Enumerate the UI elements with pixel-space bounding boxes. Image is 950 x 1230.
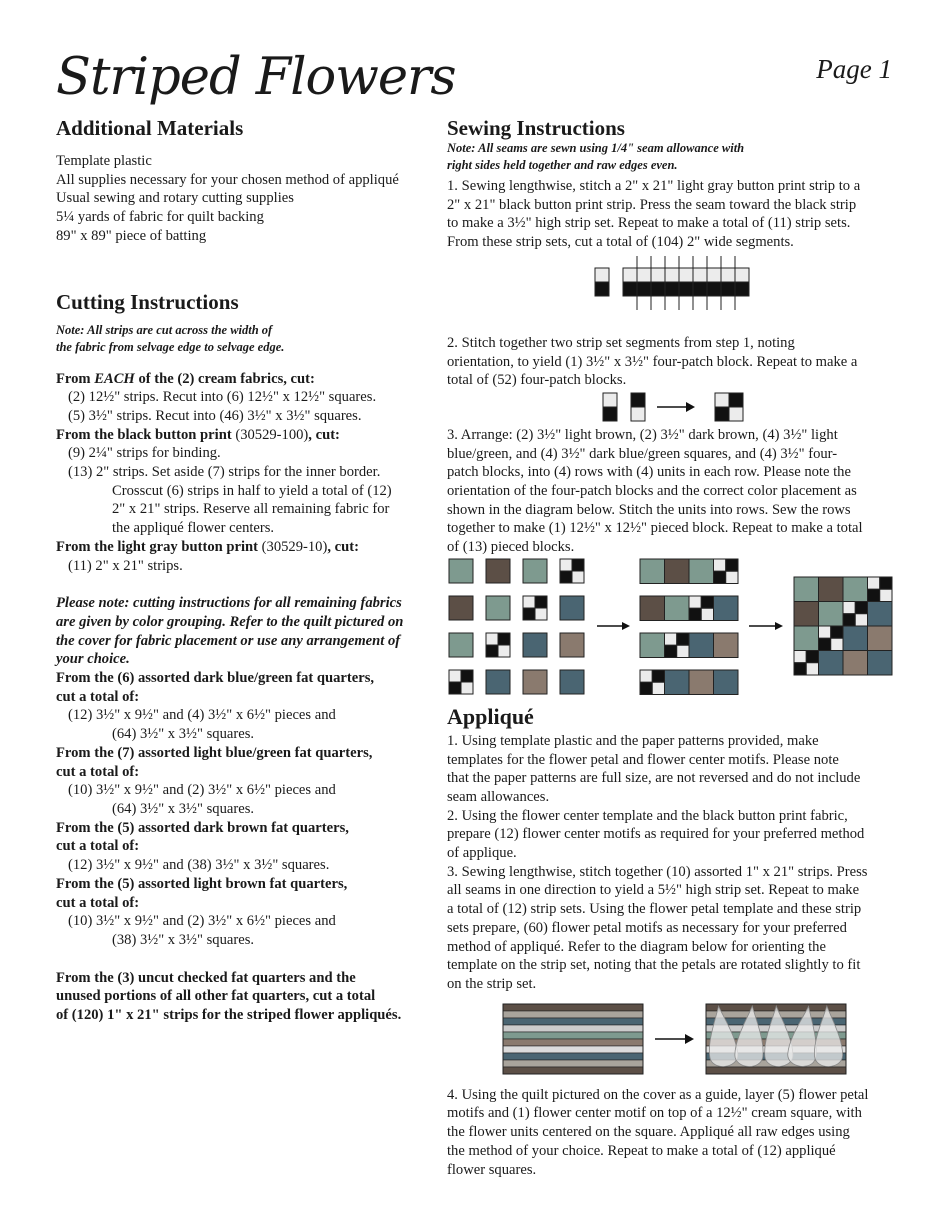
four-patch-block [843,614,855,626]
applique-step-3: 3. Sewing lengthwise, stitch together (10) assorted 1" x 21" strips. Press all seams in one direction to yield a 5½" high strip set. Repeat to make a total of (12) strip sets. Using the flower petal template and these strip sets prepare, (60) flower petal motifs as necessary for your preferred method of appliqué. Refer to the diagram below for orienting the template on the strip set, noting that the petals are rotated slightly to fit on the strip set. [447,863,868,992]
block-assembly-diagram [447,557,897,702]
cutting-line: (10) 3½" x 9½" and (2) 3½" x 6½" pieces and [68,913,336,930]
fabric-square [714,596,739,621]
fabric-strip [503,1067,643,1074]
group-heading: cut a total of: [56,894,140,911]
four-patch-block [689,608,701,620]
fabric-square [714,633,739,658]
please-note: are given by color grouping. Refer to the quilt pictured on [56,613,404,630]
four-patch-block [652,670,664,682]
cutting-line: (11) 2" x 21" strips. [68,557,183,574]
four-patch-block [701,608,713,620]
fabric-strip [503,1011,643,1018]
materials-item: All supplies necessary for your chosen method of appliqué [56,171,399,188]
gray-heading: From the light gray button print (30529-10), cut: [56,538,359,555]
four-patch-diagram [447,390,897,426]
fabric-strip [503,1025,643,1032]
applique-step-1: 1. Using template plastic and the paper patterns provided, make templates for the flower petal and flower center motifs. Please note that the paper patterns are full size, are not reversed and do not include seam allowances. [447,732,861,805]
four-patch-block [572,571,584,583]
fabric-strip [503,1039,643,1046]
fabric-square [449,633,473,657]
page-number: Page 1 [816,54,892,84]
four-patch-block [855,614,867,626]
fabric-square [486,559,510,583]
fabric-square [843,626,868,651]
final-cut: From the (3) uncut checked fat quarters and the [56,969,356,986]
fabric-strip [503,1018,643,1025]
applique-step-4: 4. Using the quilt pictured on the cover as a guide, layer (5) flower petal motifs and (1) flower center motif on top of a 12½" cream square, with the flower units centered on the square. Appliqué all raw edges using the method of your choice. Repeat to make a total of (12) appliqué flower squares. [447,1086,869,1178]
group-heading: From the (5) assorted dark brown fat quarters, [56,819,349,836]
cutting-line: (64) 3½" x 3½" squares. [112,726,255,743]
four-patch-block [868,577,880,589]
four-patch-block [523,596,535,608]
group-heading: cut a total of: [56,763,140,780]
four-patch-block [535,596,547,608]
fabric-square [689,670,714,695]
materials-item: Usual sewing and rotary cutting supplies [56,190,294,207]
cutting-line: the appliqué flower centers. [112,520,275,537]
cream-heading: From EACH of the (2) cream fabrics, cut: [56,370,315,387]
fabric-square [819,577,844,602]
sewing-note: right sides held together and raw edges even. [447,158,678,172]
fabric-strip [706,1067,846,1074]
fabric-square [843,577,868,602]
materials-item: Template plastic [56,153,152,169]
cutting-note: Note: All strips are cut across the width of [56,322,273,337]
cutting-line: 2" x 21" strips. Reserve all remaining fabric for [112,501,390,518]
fabric-square [665,670,690,695]
cutting-heading: Cutting Instructions [56,289,239,314]
cutting-line: (10) 3½" x 9½" and (2) 3½" x 6½" pieces and [68,782,336,799]
four-patch-block [640,682,652,694]
fabric-square [665,596,690,621]
four-patch-block [880,589,892,601]
group-heading: cut a total of: [56,688,140,705]
group-heading: From the (6) assorted dark blue/green fat quarters, [56,670,375,687]
group-heading: cut a total of: [56,838,140,855]
petal-template-diagram [447,994,897,1086]
fabric-square [640,596,665,621]
four-patch-block [794,650,806,662]
fabric-square [486,670,510,694]
please-note: the cover for fabric placement or use any arrangement of [56,632,401,649]
final-cut: of (120) 1" x 21" strips for the striped flower appliqués. [56,1007,402,1024]
strip-set-svg [447,252,897,334]
fabric-square [640,633,665,658]
fabric-square [523,670,547,694]
page-title: Striped Flowers [56,48,456,107]
fabric-square [843,650,868,675]
fabric-square [689,559,714,584]
fabric-square [714,670,739,695]
fabric-strip [503,1046,643,1053]
fabric-square [794,626,819,651]
fabric-strip [503,1004,643,1011]
sewing-step-2: 2. Stitch together two strip set segments from step 1, noting orientation, to yield (1) 3½" x 3½" four-patch block. Repeat to make a total of (52) four-patch blocks. [447,334,858,389]
strip-set-diagram [447,252,897,334]
four-patch-block [677,633,689,645]
four-patch-block [665,645,677,657]
fabric-square [640,559,665,584]
black-heading: From the black button print (30529-100), cut: [56,426,340,443]
four-patch-block [640,670,652,682]
fabric-square [560,670,584,694]
four-patch-block [726,571,738,583]
cutting-line: (64) 3½" x 3½" squares. [112,800,255,817]
fabric-square [868,650,893,675]
four-patch-block [449,682,461,694]
four-patch-block [701,596,713,608]
cutting-line: (12) 3½" x 9½" and (38) 3½" x 3½" squares. [68,857,330,874]
applique-step-2: 2. Using the flower center template and the black button print fabric, prepare (12) flower center motifs as required for your preferred method of applique. [447,807,865,862]
fabric-square [449,596,473,620]
cutting-line: (38) 3½" x 3½" squares. [112,931,255,948]
four-patch-block [714,571,726,583]
cutting-line: (12) 3½" x 9½" and (4) 3½" x 6½" pieces and [68,707,336,724]
fabric-square [794,601,819,626]
four-patch-block [714,559,726,571]
four-patch-block [819,626,831,638]
final-cut: unused portions of all other fat quarters, cut a total [56,988,376,1005]
group-heading: From the (7) assorted light blue/green fat quarters, [56,744,373,761]
fabric-square [819,601,844,626]
please-note: your choice. [56,651,130,668]
four-patch-block [461,682,473,694]
four-patch-block [535,608,547,620]
fabric-square [689,633,714,658]
four-patch-block [806,663,818,675]
left-column [56,116,426,1025]
block-assembly-svg [447,557,897,702]
four-patch-block [855,601,867,613]
four-patch-block [560,559,572,571]
four-patch-block [806,650,818,662]
materials-list [56,152,426,246]
four-patch-block [665,633,677,645]
four-patch-svg [447,390,897,426]
fabric-strip [503,1053,643,1060]
cutting-line: (13) 2" strips. Set aside (7) strips for the inner border. [68,464,381,481]
four-patch-block [794,663,806,675]
sewing-step-1: 1. Sewing lengthwise, stitch a 2" x 21" light gray button print strip to a 2" x 21" black button print strip. Press the seam toward the black strip to make a 3½" high strip set. Repeat to make a total of (11) strip sets. From these strip sets, cut a total of (104) 2" wide segments. [447,178,861,251]
four-patch-block [560,571,572,583]
cutting-line: (9) 2¼" strips for binding. [68,445,221,462]
four-patch-block [831,638,843,650]
materials-heading: Additional Materials [56,116,244,140]
fabric-square [523,633,547,657]
fabric-square [868,626,893,651]
four-patch-block [726,559,738,571]
four-patch-block [498,645,510,657]
four-patch-block [572,559,584,571]
fabric-square [665,559,690,584]
cutting-line: Crosscut (6) strips in half to yield a total of (12) [112,482,392,499]
four-patch-block [652,682,664,694]
four-patch-block [449,670,461,682]
sewing-note: Note: All seams are sewn using 1/4" seam allowance with [447,141,745,155]
cutting-line: (5) 3½" strips. Recut into (46) 3½" x 3½" squares. [68,407,362,424]
cutting-line: (2) 12½" strips. Recut into (6) 12½" x 12½" squares. [68,389,377,406]
four-patch-block [498,633,510,645]
fabric-square [819,650,844,675]
applique-heading: Appliqué [447,703,534,729]
fabric-square [560,596,584,620]
fabric-square [794,577,819,602]
fabric-strip [503,1060,643,1067]
petal-template-svg [447,994,897,1086]
four-patch-block [880,577,892,589]
group-heading: From the (5) assorted light brown fat quarters, [56,875,348,892]
fabric-square [560,633,584,657]
four-patch-block [486,645,498,657]
materials-item: 89" x 89" piece of batting [56,227,207,244]
fabric-square [449,559,473,583]
four-patch-block [868,589,880,601]
four-patch-block [689,596,701,608]
materials-item: 5¼ yards of fabric for quilt backing [56,209,264,226]
four-patch-block [677,645,689,657]
four-patch-block [843,601,855,613]
four-patch-block [461,670,473,682]
four-patch-block [523,608,535,620]
four-patch-block [486,633,498,645]
four-patch-block [831,626,843,638]
four-patch-block [819,638,831,650]
fabric-square [523,559,547,583]
right-column [447,116,897,1179]
fabric-square [868,601,893,626]
please-note: Please note: cutting instructions for all remaining fabrics [56,595,402,612]
sewing-step-3: 3. Arrange: (2) 3½" light brown, (2) 3½" dark brown, (4) 3½" light blue/green, and (4) 3½" dark blue/green squares, and (4) 3½" four- patch blocks, into (4) rows with (4) units in each row. Please note the orientation of the four-patch blocks and the correct color placement as shown in the diagram below. Stitch the units into rows. Sew the rows together to make (1) 12½" x 12½" pieced block. Repeat to make a total of (13) pieced blocks. [447,426,863,556]
fabric-square [486,596,510,620]
cutting-note: the fabric from selvage edge to selvage edge. [56,339,285,354]
fabric-strip [503,1032,643,1039]
sewing-heading: Sewing Instructions [447,116,625,140]
